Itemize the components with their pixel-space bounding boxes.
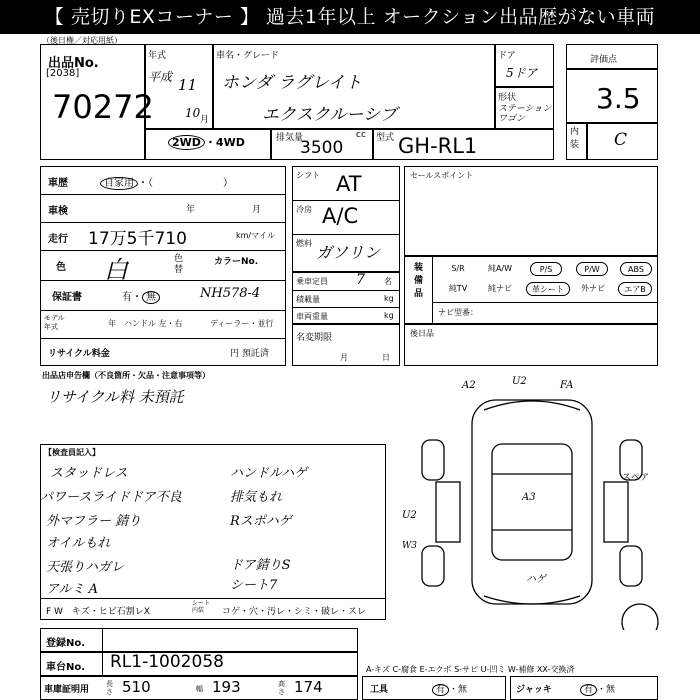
car-history-extra: ・（ ） — [138, 178, 233, 189]
color-no-label: カラーNo. — [214, 257, 259, 267]
door-value: 5ドア — [506, 66, 538, 80]
equip-leather-seat: 革シート — [526, 282, 570, 296]
equip-ext-navi: 外ナビ — [581, 284, 605, 293]
shop-notes-label: 出品店申告欄（不良箇所・欠品・注意事項等） — [42, 371, 210, 380]
later-label: 後日品 — [410, 329, 434, 338]
warranty-yes: 有 — [122, 292, 132, 303]
cert-height-label: 高さ — [278, 680, 285, 696]
fuel-value: ガソリン — [316, 243, 381, 262]
mark-a2: A2 — [462, 380, 476, 391]
equip-pw: P/W — [576, 262, 608, 276]
mark-fa: FA — [560, 380, 574, 391]
mileage-label: 走行 — [48, 234, 68, 245]
mileage-unit: km/マイル — [236, 231, 275, 240]
equip-ps: P/S — [530, 262, 562, 276]
left-side-panel — [436, 482, 460, 542]
aircon-label: 冷房 — [296, 205, 312, 214]
lot-label: 出品No. — [48, 56, 99, 71]
color-value: 白 — [104, 256, 128, 284]
mark-w3: W3 — [402, 541, 417, 551]
chassis-label: 車台No. — [46, 662, 86, 673]
rear-right-wheel — [620, 546, 642, 586]
warranty-no: 無 — [142, 291, 160, 304]
name-change-month: 月 — [340, 353, 348, 362]
model-year-label: モデル年式 — [44, 314, 65, 331]
chassis-value: RL1-1002058 — [110, 652, 224, 672]
model-type-value: GH-RL1 — [398, 134, 478, 158]
model-label: 車名・グレード — [216, 51, 280, 61]
load-unit: kg — [384, 294, 394, 303]
jack-label: ジャッキ — [516, 685, 552, 695]
later-box — [404, 324, 658, 366]
shift-label: シフト — [296, 171, 320, 180]
inspector-right-4: ドア錆りS — [230, 558, 291, 573]
car-history-label: 車歴 — [48, 178, 68, 189]
handle-label: ハンドル 左・右 — [124, 319, 183, 328]
inspector-line-6: アルミ A — [46, 582, 99, 597]
cert-height-value: 174 — [294, 678, 323, 696]
inspector-right-1: ハンドルハゲ — [230, 466, 308, 481]
year-era: 平成 — [148, 70, 173, 84]
recycle-unit: 円 預託済 — [230, 349, 269, 359]
year-month: 10 — [185, 106, 201, 120]
spare-label: スペア — [622, 473, 650, 483]
inspector-line-4: オイルもれ — [46, 536, 111, 551]
displacement-label: 排気量 — [276, 133, 304, 143]
spare-tire-icon — [622, 604, 658, 630]
capacity-value: 7 — [356, 272, 365, 288]
lot-small-number: [2038] — [46, 68, 80, 79]
score-label: 評価点 — [590, 55, 618, 65]
inspector-line-3: 外マフラー 錆り — [46, 514, 142, 529]
inspector-line-1: スタッドレス — [50, 466, 128, 481]
jack-no: 無 — [606, 685, 616, 695]
color-no-value: NH578-4 — [200, 286, 261, 301]
fuel-label: 燃料 — [296, 239, 312, 248]
jack-yes: 有 — [580, 684, 597, 696]
inspector-line-5: 天張りハガレ — [46, 560, 125, 575]
weight-label: 車両重量 — [296, 312, 328, 321]
shape-value: ステーションワゴン — [498, 104, 552, 124]
mileage-value: 17万5千710 — [88, 229, 187, 249]
registration-label: 登録No. — [46, 638, 86, 649]
color-label: 色 — [56, 262, 66, 273]
mark-a3: A3 — [522, 492, 536, 503]
car-diagram — [400, 370, 700, 630]
defects-text: F W キズ・ヒビ石割レX — [46, 607, 150, 617]
cert-label: 車庫証明用 — [44, 685, 90, 695]
sales-point-label: セールスポイント — [410, 171, 474, 180]
year-label: 年式 — [148, 51, 167, 61]
tools-label: 工具 — [370, 685, 389, 695]
equip-abs: ABS — [620, 262, 652, 276]
legend-text: A-キズ C-腐食 E-エクボ S-サビ U-凹ミ W-補修 XX-交換済 — [366, 665, 575, 674]
seat-text: コゲ・穴・汚レ・シミ・破レ・スレ — [222, 607, 367, 617]
displacement-unit: cc — [356, 130, 366, 140]
navi-label: ナビ型番： — [438, 308, 478, 317]
cert-width-label: 幅 — [196, 685, 203, 693]
inspector-label: 【検査員記入】 — [44, 448, 100, 457]
banner-title: 【 売切りEXコーナー 】 過去1年以上 オークション出品歴がない車両 — [0, 0, 700, 34]
model-name: ホンダ ラグレイト — [222, 73, 362, 93]
drive-2wd: 2WD — [168, 135, 205, 150]
equip-alloy-wheel: 純A/W — [487, 264, 513, 273]
mark-hage: ハゲ — [526, 574, 546, 585]
interior-value: C — [614, 130, 628, 150]
rear-left-wheel — [422, 546, 444, 586]
cert-length-value: 510 — [122, 678, 151, 696]
inspection-month: 月 — [252, 205, 262, 215]
mark-u2-left: U2 — [402, 510, 417, 521]
interior-label: 内装 — [570, 127, 580, 150]
registration-box — [40, 628, 358, 652]
shape-label: 形状 — [498, 93, 517, 103]
front-left-wheel — [422, 440, 444, 480]
mark-u2-top: U2 — [512, 376, 527, 387]
cert-length-label: 長さ — [106, 680, 113, 696]
car-history-value: 自家用 — [100, 177, 138, 190]
inspector-right-5: シート7 — [230, 578, 278, 593]
dealer-label: ディーラー・並行 — [210, 319, 274, 328]
capacity-unit: 名 — [384, 277, 392, 286]
car-rear-bumper — [484, 596, 580, 604]
year-value: 11 — [178, 76, 198, 94]
car-front-bumper — [484, 401, 580, 410]
inspector-right-3: Rスポハゲ — [230, 514, 292, 529]
inspector-right-2: 排気もれ — [230, 490, 283, 505]
inspection-year: 年 — [186, 205, 196, 215]
equip-navi: 純ナビ — [488, 284, 512, 293]
shop-notes-text: リサイクル料 未預託 — [46, 388, 184, 406]
name-change-day: 日 — [382, 353, 390, 362]
inspection-label: 車検 — [48, 206, 68, 217]
tools-yes: 有 — [432, 684, 449, 696]
door-label: ドア — [498, 51, 516, 61]
year-month-unit: 月 — [200, 115, 210, 125]
weight-unit: kg — [384, 311, 394, 320]
warranty-label: 保証書 — [52, 292, 82, 303]
equip-tv: 純TV — [448, 284, 468, 293]
model-grade: エクスクルーシブ — [262, 105, 397, 125]
displacement-value: 3500 — [300, 138, 344, 158]
drive-4wd: ・4WD — [204, 136, 245, 149]
tools-no: 無 — [458, 685, 468, 695]
recycle-label: リサイクル料金 — [48, 349, 110, 359]
color-change: 色替 — [174, 254, 184, 275]
lot-number: 70272 — [52, 88, 154, 126]
cert-width-value: 193 — [212, 678, 241, 696]
equip-airbag: エアB — [618, 282, 652, 296]
inspector-line-2: パワースライドドア不良 — [40, 490, 182, 505]
equip-sr: S/R — [451, 264, 465, 273]
header-note: （後日権／対応用紙） — [42, 36, 122, 45]
load-label: 積載量 — [296, 295, 320, 304]
shift-value: AT — [336, 172, 362, 196]
model-type-label: 型式 — [376, 133, 395, 143]
equipment-label: 装備品 — [414, 263, 424, 299]
seat-label: シート内装 — [192, 600, 211, 614]
right-side-panel — [604, 482, 628, 542]
model-year-unit: 年 — [108, 319, 116, 328]
name-change-label: 名変期限 — [296, 333, 333, 343]
capacity-label: 乗車定員 — [296, 277, 328, 286]
aircon-value: A/C — [322, 204, 359, 228]
score-value: 3.5 — [596, 82, 641, 115]
